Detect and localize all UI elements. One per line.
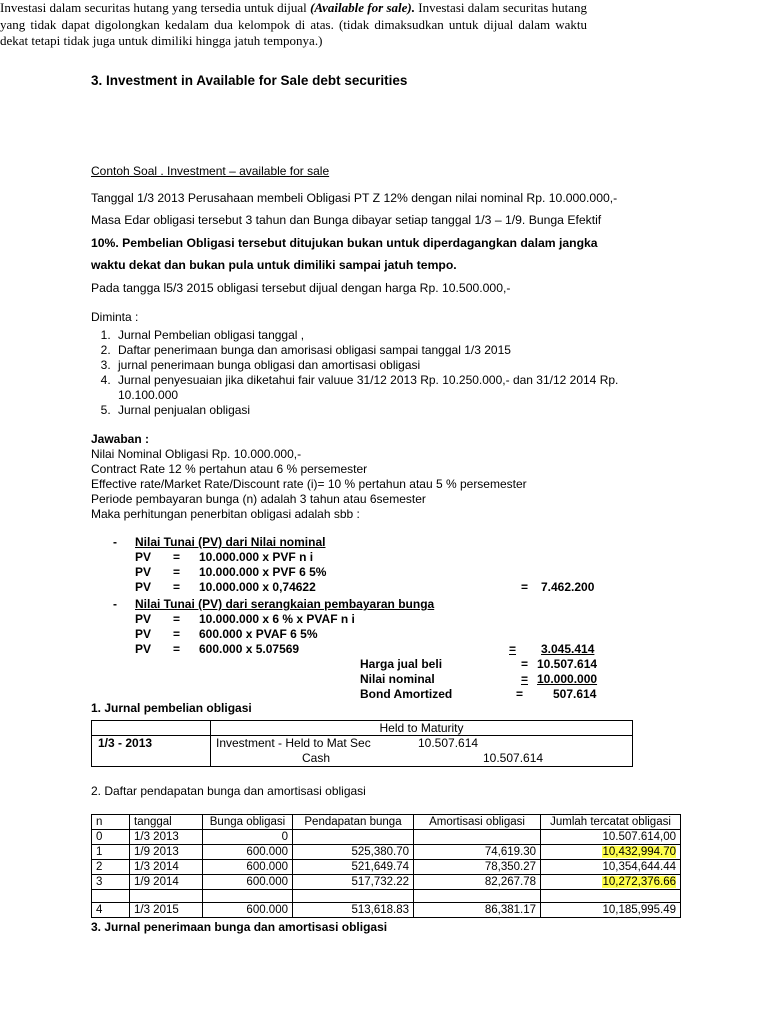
list-item: 2. Daftar penerimaan bunga dan amorisasi obligasi sampai tanggal 1/3 2015 xyxy=(114,343,674,358)
pv-label: PV xyxy=(135,642,152,656)
jumlah-value: 10,185,995.49 xyxy=(602,904,676,916)
pv-expression: 600.000 x PVAF 6 5% xyxy=(199,627,318,641)
summary-label: Bond Amortized xyxy=(360,687,453,701)
table-row xyxy=(92,903,681,918)
journal1-title: 1. Jurnal pembelian obligasi xyxy=(91,701,252,715)
equals: = xyxy=(173,642,181,656)
cell-n: 4 xyxy=(92,903,130,918)
cell-bunga: 600.000 xyxy=(203,875,293,890)
cell-pendapatan xyxy=(293,830,414,845)
table-header-row xyxy=(92,815,681,830)
credit-amount: 10.507.614 xyxy=(483,751,544,765)
jumlah-value-highlighted: 10,272,376.66 xyxy=(602,876,676,888)
summary-value: 10.000.000 xyxy=(537,672,598,686)
cell-amortisasi: 82,267.78 xyxy=(414,875,541,890)
pv-expression: 10.000.000 x PVF 6 5% xyxy=(199,565,327,579)
summary-value: 10.507.614 xyxy=(537,657,598,671)
equals: = xyxy=(173,550,181,564)
example-title: Contoh Soal . Investment – available for sale xyxy=(91,164,330,178)
equals: = xyxy=(173,580,181,594)
intro-text-2: Investasi dalam securitas hutang yang tidak dapat digolongkan kedalam dua kelompok di atas. (tidak dimaksudkan untuk dijual dalam waktu dekat tetapi tidak juga untuk dimiliki hingga jatuh temponya.) xyxy=(0,0,587,48)
pv-expression: 10.000.000 x 0,74622 xyxy=(199,580,316,594)
cell-jumlah xyxy=(541,875,681,890)
intro-text-1: Investasi dalam securitas hutang yang tersedia untuk dijual xyxy=(0,0,311,15)
cell-n: 2 xyxy=(92,860,130,875)
cell-n: 3 xyxy=(92,875,130,890)
cell-tanggal: 1/3 2015 xyxy=(130,903,203,918)
column-header: Amortisasi obligasi xyxy=(414,815,541,830)
schedule-title: 2. Daftar pendapatan bunga dan amortisasi obligasi xyxy=(91,784,366,798)
column-header: tanggal xyxy=(130,815,203,830)
table-cell xyxy=(92,721,211,736)
cell-jumlah xyxy=(541,830,681,845)
cell-jumlah xyxy=(541,845,681,860)
intro-paragraph xyxy=(0,0,587,50)
jumlah-value: 10,354,644.44 xyxy=(602,861,676,873)
debit-account: Investment - Held to Mat Sec xyxy=(216,736,371,750)
cell-bunga: 600.000 xyxy=(203,903,293,918)
problem-line-2: Masa Edar obligasi tersebut 3 tahun dan Bunga dibayar setiap tanggal 1/3 – 1/9. Bunga Efektif xyxy=(91,213,602,227)
cell-amortisasi: 86,381.17 xyxy=(414,903,541,918)
cell-amortisasi xyxy=(414,830,541,845)
cell-bunga: 600.000 xyxy=(203,860,293,875)
cell-n: 0 xyxy=(92,830,130,845)
journal1-entry xyxy=(211,736,633,767)
cell-bunga: 0 xyxy=(203,830,293,845)
pv-nominal-title: Nilai Tunai (PV) dari Nilai nominal xyxy=(135,535,326,549)
cell-pendapatan: 525,380.70 xyxy=(293,845,414,860)
table-spacer-row xyxy=(92,890,681,903)
table-cell xyxy=(203,890,293,903)
cell-jumlah xyxy=(541,860,681,875)
cell-pendapatan: 521,649.74 xyxy=(293,860,414,875)
cell-amortisasi: 74,619.30 xyxy=(414,845,541,860)
table-row xyxy=(92,845,681,860)
answer-line: Periode pembayaran bunga (n) adalah 3 tahun atau 6semester xyxy=(91,492,426,506)
column-header: n xyxy=(92,815,130,830)
jumlah-value: 10.507.614,00 xyxy=(602,831,676,843)
column-header: Jumlah tercatat obligasi xyxy=(541,815,681,830)
list-item: 3. jurnal penerimaan bunga obligasi dan amortisasi obligasi xyxy=(114,358,674,373)
problem-line-1: Tanggal 1/3 2013 Perusahaan membeli Obligasi PT Z 12% dengan nilai nominal Rp. 10.000.000,- xyxy=(91,191,618,205)
list-item: 1. Jurnal Pembelian obligasi tanggal , xyxy=(114,328,674,343)
cell-pendapatan: 517,732.22 xyxy=(293,875,414,890)
table-cell xyxy=(293,890,414,903)
equals: = xyxy=(521,672,529,686)
pv-interest-title: Nilai Tunai (PV) dari serangkaian pembayaran bunga xyxy=(135,597,435,611)
column-header: Pendapatan bunga xyxy=(293,815,414,830)
equals: = xyxy=(521,657,529,671)
answer-line: Contract Rate 12 % pertahun atau 6 % persemester xyxy=(91,462,368,476)
table-row xyxy=(92,830,681,845)
problem-line-5: Pada tangga l5/3 2015 obligasi tersebut dijual dengan harga Rp. 10.500.000,- xyxy=(91,281,511,295)
table-cell xyxy=(130,890,203,903)
pv-label: PV xyxy=(135,612,152,626)
equals: = xyxy=(173,612,181,626)
list-item: 5. Jurnal penjualan obligasi xyxy=(114,403,674,418)
answer-label: Jawaban : xyxy=(91,432,150,446)
cell-pendapatan: 513,618.83 xyxy=(293,903,414,918)
cell-n: 1 xyxy=(92,845,130,860)
journal1-header: Held to Maturity xyxy=(211,721,633,736)
diminta-list xyxy=(91,328,674,418)
table-cell xyxy=(414,890,541,903)
diminta-label: Diminta : xyxy=(91,310,139,324)
answer-line: Maka perhitungan penerbitan obligasi adalah sbb : xyxy=(91,507,360,521)
cell-tanggal: 1/3 2013 xyxy=(130,830,203,845)
table-row xyxy=(92,875,681,890)
pv-label: PV xyxy=(135,627,152,641)
answer-line: Effective rate/Market Rate/Discount rate (i)= 10 % pertahun atau 5 % persemester xyxy=(91,477,527,491)
pv-value: 3.045.414 xyxy=(541,642,595,656)
page-title: 3. Investment in Available for Sale debt securities xyxy=(91,73,408,88)
debit-amount: 10.507.614 xyxy=(418,736,479,750)
dash: - xyxy=(113,597,117,611)
problem-line-3: 10%. Pembelian Obligasi tersebut ditujukan bukan untuk diperdagangkan dalam jangka xyxy=(91,236,598,250)
table-cell xyxy=(92,890,130,903)
equals: = xyxy=(173,627,181,641)
summary-label: Nilai nominal xyxy=(360,672,435,686)
equals: = xyxy=(509,642,517,656)
schedule-table xyxy=(91,814,681,918)
pv-value: 7.462.200 xyxy=(541,580,595,594)
column-header: Bunga obligasi xyxy=(203,815,293,830)
journal1-date: 1/3 - 2013 xyxy=(92,736,211,767)
answer-line: Nilai Nominal Obligasi Rp. 10.000.000,- xyxy=(91,447,302,461)
cell-bunga: 600.000 xyxy=(203,845,293,860)
jumlah-value-highlighted: 10,432,994.70 xyxy=(602,846,676,858)
pv-expression: 600.000 x 5.07569 xyxy=(199,642,300,656)
credit-account: Cash xyxy=(302,751,331,765)
pv-expression: 10.000.000 x PVF n i xyxy=(199,550,314,564)
section3-title: 3. Jurnal penerimaan bunga dan amortisasi obligasi xyxy=(91,920,388,934)
cell-tanggal: 1/9 2014 xyxy=(130,875,203,890)
pv-expression: 10.000.000 x 6 % x PVAF n i xyxy=(199,612,355,626)
dash: - xyxy=(113,535,117,549)
table-row xyxy=(92,860,681,875)
pv-label: PV xyxy=(135,565,152,579)
intro-italic: (Available for sale). xyxy=(310,0,415,15)
problem-line-4: waktu dekat dan bukan pula untuk dimiliki sampai jatuh tempo. xyxy=(91,258,457,272)
cell-jumlah xyxy=(541,903,681,918)
pv-label: PV xyxy=(135,550,152,564)
cell-amortisasi: 78,350.27 xyxy=(414,860,541,875)
table-cell xyxy=(541,890,681,903)
journal1-table xyxy=(91,720,633,767)
equals: = xyxy=(173,565,181,579)
list-item: 4. Jurnal penyesuaian jika diketahui fair valuue 31/12 2013 Rp. 10.250.000,- dan 31/12 2014 Rp. 10.100.000 xyxy=(114,373,648,403)
cell-tanggal: 1/3 2014 xyxy=(130,860,203,875)
equals: = xyxy=(516,687,524,701)
cell-tanggal: 1/9 2013 xyxy=(130,845,203,860)
equals: = xyxy=(521,580,529,594)
summary-value: 507.614 xyxy=(553,687,597,701)
pv-label: PV xyxy=(135,580,152,594)
summary-label: Harga jual beli xyxy=(360,657,443,671)
